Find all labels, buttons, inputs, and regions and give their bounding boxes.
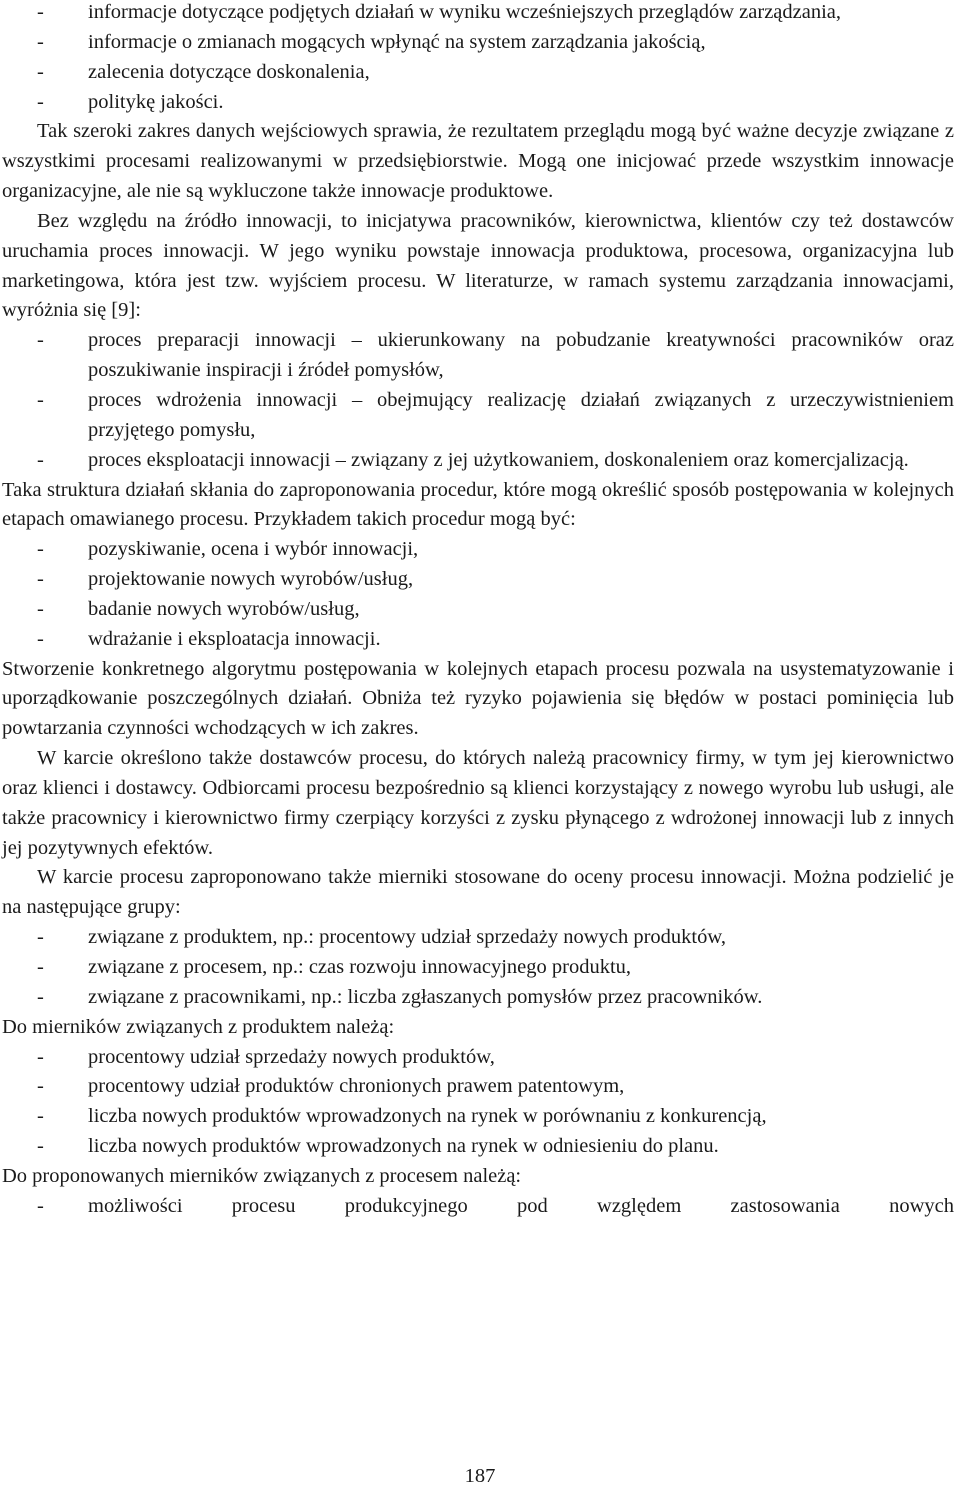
- list-item: [2, 953, 954, 983]
- list-item-text: procentowy udział produktów chronionych prawem patentowym,: [88, 1075, 625, 1098]
- list-dash: -: [37, 1194, 44, 1217]
- list-item-text: zalecenia dotyczące doskonalenia,: [88, 60, 370, 83]
- list-dash: -: [37, 60, 44, 83]
- list-item: [2, 1132, 954, 1162]
- list-item: [2, 58, 954, 88]
- list-item-text: informacje dotyczące podjętych działań w wyniku wcześniejszych przeglądów zarządzania,: [88, 1, 842, 23]
- list-item: [2, 1102, 954, 1132]
- list-item: [2, 625, 954, 655]
- list-item: [2, 88, 954, 118]
- list-item: [2, 983, 954, 1013]
- list-item: [2, 28, 954, 58]
- page-body: [2, 0, 954, 1222]
- list-item: [2, 326, 954, 386]
- list-dash: -: [37, 448, 44, 471]
- list-item: [2, 595, 954, 625]
- list-dash: -: [37, 926, 44, 949]
- list-item-text: związane z produktem, np.: procentowy udział sprzedaży nowych produktów,: [88, 926, 726, 949]
- list-item-text: związane z procesem, np.: czas rozwoju innowacyjnego produktu,: [88, 956, 632, 978]
- list-dash: -: [37, 985, 44, 1008]
- list-item: [2, 923, 954, 953]
- list-item: [2, 565, 954, 595]
- paragraph: Tak szeroki zakres danych wejściowych sprawia, że rezultatem przeglądu mogą być ważne decyzje związane z wszystkimi procesami realizowanymi w przedsiębiorstwie. Mogą one inicjować przede wszystkim innowacje organizacyjne, ale nie są wykluczone także innowacje produktowe.: [2, 120, 954, 203]
- list-dash: -: [37, 1045, 44, 1068]
- list-item-text: liczba nowych produktów wprowadzonych na rynek w porównaniu z konkurencją,: [88, 1105, 767, 1128]
- paragraph: Do mierników związanych z produktem należą:: [2, 1015, 395, 1038]
- list-dash: -: [37, 90, 44, 113]
- list-dash: -: [37, 538, 44, 561]
- paragraph: Stworzenie konkretnego algorytmu postępowania w kolejnych etapach procesu pozwala na usystematyzowanie i uporządkowanie poszczególnych działań. Obniża też ryzyko pojawienia się błędów w postaci pominięcia lub powtarzania czynności wchodzących w ich zakres.: [2, 657, 954, 740]
- paragraph: Bez względu na źródło innowacji, to inicjatywa pracowników, kierownictwa, klientów czy też dostawców uruchamia proces innowacji. W jego wyniku powstaje innowacja produktowa, procesowa, organizacyjna lub marketingowa, która jest tzw. wyjściem procesu. W literaturze, w ramach systemu zarządzania innowacjami, wyróżnia się [9]:: [2, 209, 954, 322]
- list-item-text: proces wdrożenia innowacji – obejmujący realizację działań związanych z urzeczywistnieniem przyjętego pomysłu,: [88, 388, 954, 441]
- paragraph: Taka struktura działań skłania do zaproponowania procedur, które mogą określić sposób postępowania w kolejnych etapach omawianego procesu. Przykładem takich procedur mogą być:: [2, 478, 954, 531]
- list-item-text: informacje o zmianach mogących wpłynąć na system zarządzania jakością,: [88, 30, 706, 53]
- list-item-text: proces eksploatacji innowacji – związany z jej użytkowaniem, doskonaleniem oraz komercjalizacją.: [88, 448, 909, 471]
- list-item-text: badanie nowych wyrobów/usług,: [88, 597, 360, 620]
- list-dash: -: [37, 1135, 44, 1158]
- list-dash: -: [37, 30, 44, 53]
- paragraph: W karcie procesu zaproponowano także mierniki stosowane do oceny procesu innowacji. Można podzielić je na następujące grupy:: [2, 866, 954, 919]
- list-item-text: pozyskiwanie, ocena i wybór innowacji,: [88, 538, 419, 561]
- list-dash: -: [37, 1, 44, 23]
- list-dash: -: [37, 597, 44, 620]
- paragraph: W karcie określono także dostawców procesu, do których należą pracownicy firmy, w tym jej kierownictwo oraz klienci i dostawcy. Odbiorcami procesu bezpośrednio są klienci korzystający z nowego wyrobu lub usługi, ale także pracownicy i kierownictwo firmy czerpiący korzyści z zysku płynącego z wdrożonej innowacji lub z innych jej pozytywnych efektów.: [2, 747, 954, 859]
- list-item-text: procentowy udział sprzedaży nowych produktów,: [88, 1045, 495, 1068]
- list-item: [2, 535, 954, 565]
- list-dash: -: [37, 568, 44, 591]
- paragraph: Do proponowanych mierników związanych z procesem należą:: [2, 1164, 522, 1187]
- list-item-text: liczba nowych produktów wprowadzonych na rynek w odniesieniu do planu.: [88, 1135, 719, 1158]
- list-dash: -: [37, 956, 44, 978]
- list-item: [2, 1043, 954, 1073]
- list-dash: -: [37, 388, 44, 411]
- page-number: 187: [464, 1465, 496, 1487]
- list-dash: -: [37, 1075, 44, 1098]
- list-dash: -: [37, 1105, 44, 1128]
- list-item-text: wdrażanie i eksploatacja innowacji.: [88, 627, 381, 650]
- list-item-text: projektowanie nowych wyrobów/usług,: [88, 568, 414, 591]
- list-item-text: związane z pracownikami, np.: liczba zgłaszanych pomysłów przez pracowników.: [88, 985, 763, 1008]
- list-item: [2, 446, 954, 476]
- list-item: [2, 1072, 954, 1102]
- list-dash: -: [37, 329, 44, 352]
- list-item-text: możliwości procesu produkcyjnego pod względem zastosowania nowych: [88, 1194, 954, 1217]
- list-item: [2, 0, 954, 28]
- list-item: [2, 386, 954, 446]
- list-item-text: proces preparacji innowacji – ukierunkowany na pobudzanie kreatywności pracowników oraz poszukiwanie inspiracji i źródeł pomysłów,: [88, 329, 954, 382]
- list-dash: -: [37, 627, 44, 650]
- list-item-text: politykę jakości.: [88, 90, 224, 113]
- list-item: [2, 1192, 954, 1222]
